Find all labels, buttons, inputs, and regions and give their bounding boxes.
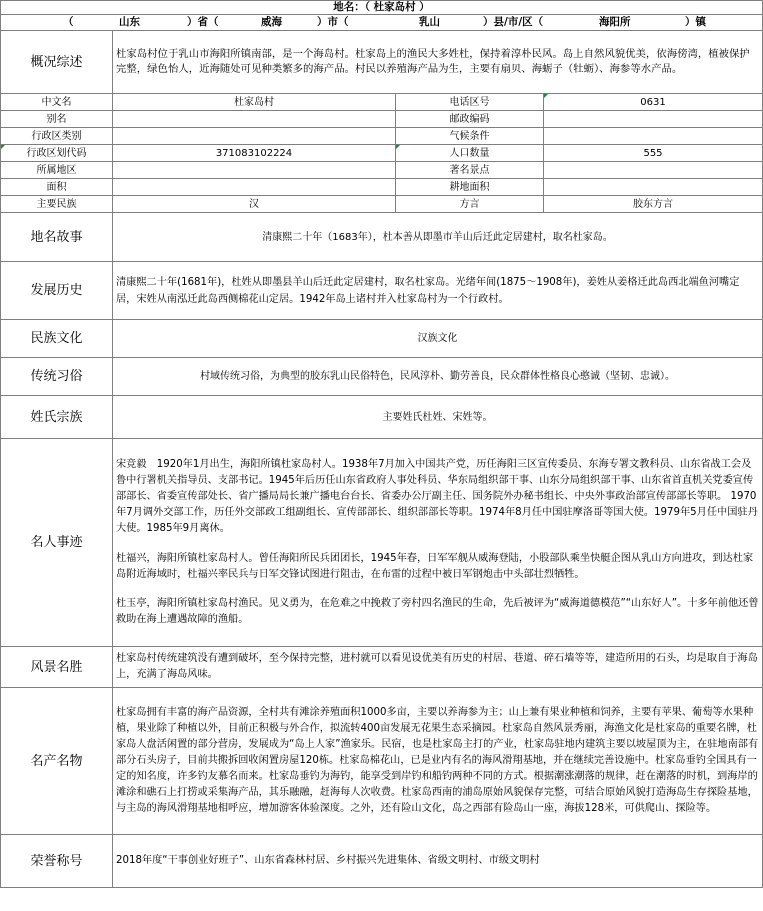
info-label: 耕地面积 [396, 179, 544, 196]
customs-label: 传统习俗 [1, 358, 113, 396]
page-title: 地名：（ 杜家岛村 ） [1, 1, 763, 15]
info-value: 555 [544, 145, 763, 162]
info-label: 人口数量 [396, 145, 544, 162]
info-label: 面积 [1, 179, 113, 196]
overview-label: 概况综述 [1, 31, 113, 94]
info-value [113, 162, 396, 179]
people-label: 名人事迹 [1, 439, 113, 647]
honors-label: 荣誉称号 [1, 835, 113, 888]
story-row [1, 213, 763, 262]
info-label: 邮政编码 [396, 111, 544, 128]
info-value [113, 179, 396, 196]
info-value [544, 128, 763, 145]
info-label: 所属地区 [1, 162, 113, 179]
story-label: 地名故事 [1, 213, 113, 262]
scenery-row [1, 647, 763, 688]
overview-text: 杜家岛村位于乳山市海阳所镇南部，是一个海岛村。杜家岛上的渔民大多姓杜，保持着淳朴民风。岛上自然风貌优美，依海傍湾，植被保护完整，绿色怡人，近海随处可见种类繁多的海产品。村民以养殖海产品为生，主要有扇贝、海蛎子（牡蛎）、海参等水产品。 [113, 31, 763, 94]
info-row [1, 111, 763, 128]
info-row [1, 162, 763, 179]
info-row [1, 128, 763, 145]
info-label: 行政区类别 [1, 128, 113, 145]
county-value: 乳山 [419, 16, 440, 28]
history-text: 清康熙二十年(1681年)，杜姓从即墨县羊山后迁此定居建村，取名杜家岛。光绪年间(1875～1908年)，姜姓从姜格迁此岛西北端鱼河嘴定居，宋姓从南泓迁此岛西侧棉花山定居。1942年岛上诸村并入杜家岛村为一个行政村。 [113, 262, 763, 320]
town-suffix: ）镇 [685, 16, 706, 28]
ethnic-row [1, 320, 763, 358]
honors-row [1, 835, 763, 888]
info-value: 0631 [544, 94, 763, 111]
title-row [1, 1, 763, 15]
info-value [544, 111, 763, 128]
info-row [1, 179, 763, 196]
info-label: 中文名 [1, 94, 113, 111]
people-paragraph: 杜玉亭，海阳所镇杜家岛村渔民。见义勇为，在危难之中挽救了旁村四名渔民的生命，先后被评为“威海道德模范”“山东好人”。十多年前他还曾救助在海上遭遇故障的渔船。 [116, 598, 759, 626]
info-value [544, 179, 763, 196]
clan-text: 主要姓氏杜姓、宋姓等。 [113, 396, 763, 439]
location-line [1, 15, 762, 30]
info-row [1, 94, 763, 111]
history-row [1, 262, 763, 320]
scenery-label: 风景名胜 [1, 647, 113, 688]
info-label: 著名景点 [396, 162, 544, 179]
info-value: 杜家岛村 [113, 94, 396, 111]
province-suffix: ）省（ [187, 16, 219, 28]
info-value [113, 128, 396, 145]
info-label: 方言 [396, 196, 544, 213]
customs-text: 村域传统习俗，为典型的胶东乳山民俗特色，民风淳朴、勤劳善良，民众群体性格良心憨诚（坚韧、忠诚）。 [113, 358, 763, 396]
info-label: 电话区号 [396, 94, 544, 111]
people-paragraph: 宋竞毅 1920年1月出生，海阳所镇杜家岛村人。1938年7月加入中国共产党，历任海阳三区宣传委员、东海专署文教科员、山东省战工会及鲁中行署机关指导员、支部书记。1945年后历任山东省政府人事处科员、华东局组织部干事、山东分局组织部干事、山东省首直机关党委宣传部部长、省委宣传部处长、省广播局局长兼广播电台台长、省委办公厅副主任、国务院外办秘书组长、中央外事政治部宣传部部长等职。 1970年7月调外交部工作，历任外交部政工组副组长、宣传部部长、组织部部长等职。1974年8月任中国驻摩洛哥等国大使。1979年5月任中国驻丹大使。1985年9月离休。 [116, 458, 758, 535]
info-value: 371083102224 [113, 145, 396, 162]
location-row [1, 15, 763, 31]
people-row [1, 439, 763, 647]
info-row [1, 145, 763, 162]
info-label: 主要民族 [1, 196, 113, 213]
ethnic-text: 汉族文化 [113, 320, 763, 358]
overview-row [1, 31, 763, 94]
info-label: 气候条件 [396, 128, 544, 145]
city-value: 威海 [261, 16, 282, 28]
location-open: （ [63, 16, 74, 28]
info-row [1, 196, 763, 213]
info-value [544, 162, 763, 179]
history-label: 发展历史 [1, 262, 113, 320]
province-value: 山东 [119, 16, 140, 28]
info-value [113, 111, 396, 128]
info-value: 胶东方言 [544, 196, 763, 213]
clan-row [1, 396, 763, 439]
clan-label: 姓氏宗族 [1, 396, 113, 439]
city-suffix: ）市（ [317, 16, 349, 28]
people-paragraph: 杜福兴，海阳所镇杜家岛村人。曾任海阳所民兵团团长，1945年春，日军军舰从威海登陆，小股部队乘坐快艇企图从乳山方向进攻，到达杜家岛附近海域时，杜福兴率民兵与日军交锋试图进行阻击，在布雷的过程中被日军钢炮击中头部壮烈牺牲。 [116, 552, 754, 580]
info-label: 别名 [1, 111, 113, 128]
town-value: 海阳所 [599, 16, 631, 28]
scenery-text: 杜家岛村传统建筑没有遭到破坏，至今保持完整，进村就可以看见设优美有历史的村居、巷道、碎石墙等等，建造所用的石头，均是取自于海岛上，充满了海岛风味。 [113, 647, 763, 688]
county-suffix: ）县/市/区（ [483, 16, 544, 28]
honors-text: 2018年度“干事创业好班子”、山东省森林村居、乡村振兴先进集体、省级文明村、市级文明村 [113, 835, 763, 888]
ethnic-label: 民族文化 [1, 320, 113, 358]
info-label: 行政区划代码 [1, 145, 113, 162]
customs-row [1, 358, 763, 396]
info-value: 汉 [113, 196, 396, 213]
products-row [1, 688, 763, 835]
products-text: 杜家岛拥有丰富的海产品资源，全村共有滩涂养殖面积1000多亩，主要以养海参为主；山上兼有果业种植和饲养，主要有苹果、葡萄等水果种植，果业除了种植以外，目前正积极与外合作，拟流转400亩发展无花果生态采摘园。杜家岛自然风景秀丽，海渔文化是杜家岛的重要名牌，杜家岛人盘活闲置的部分营房，发展成为“岛上人家”渔家乐。民宿，也是杜家岛主打的产业，杜家岛驻地内建筑主要以坡屋顶为主，在驻地南部有部分石头房子，目前共搬拆回收闲置房屋120栋。杜家岛棉花山，已是业内有名的海风滑翔基地，并在继续完善设施中。杜家岛垂钓全国具有一定的知名度，许多钓友慕名而来。杜家岛垂钓为海钓，能享受到岸钓和船钓两种不同的方式。根据潮涨潮落的规律，赶在潮落的时机，到海岸的滩涂和礁石上打捞或采集海产品，其乐融融，赶海每人次收费。杜家岛西南的浦岛原始风貌保存完整，可结合原始风貌打造海岛生存探险基地，与主岛的海风滑翔基地相呼应，增加游客体验深度。之外，还有险山文化，岛之西部有险岛山一座，海拔128米，可供爬山、探险等。 [113, 688, 763, 835]
products-label: 名产名物 [1, 688, 113, 835]
story-text: 清康熙二十年（1683年），杜本善从即墨市羊山后迁此定居建村，取名杜家岛。 [113, 213, 763, 262]
